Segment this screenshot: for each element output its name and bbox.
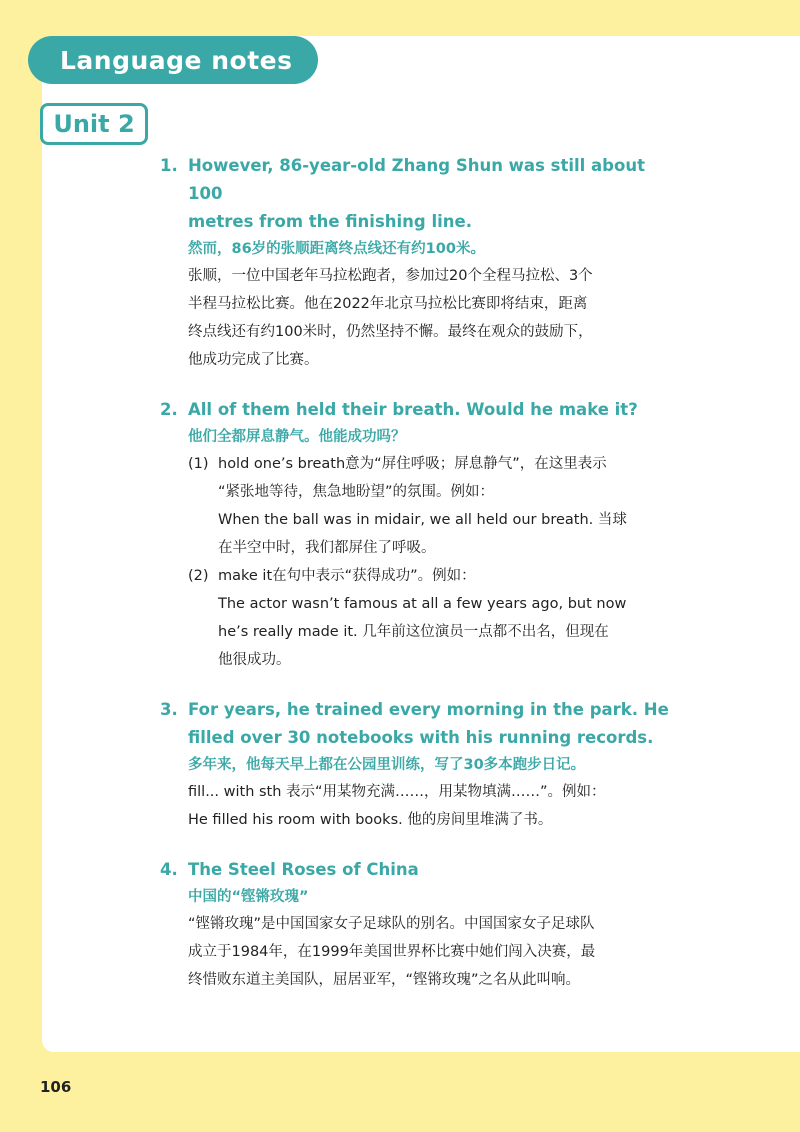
unit-badge: [40, 103, 148, 145]
section-title: Language notes: [60, 45, 293, 75]
note-explanation-line: 他成功完成了比赛。: [188, 352, 319, 368]
section-header: [28, 36, 318, 84]
page-number: 106: [40, 1078, 72, 1096]
note-english-line: metres from the finishing line.: [188, 212, 472, 231]
sub-note-number: (1): [188, 456, 209, 472]
note-english-line: filled over 30 notebooks with his running records.: [188, 728, 654, 747]
sub-note-line: 他很成功。: [218, 652, 291, 668]
sub-note-line: The actor wasn’t famous at all a few years ago, but now: [218, 596, 627, 612]
note-chinese-translation: 他们全都屏息静气。他能成功吗？: [188, 429, 406, 445]
note-explanation-line: fill... with sth 表示“用某物充满……，用某物填满……”。例如：: [188, 784, 606, 800]
sub-note-number: (2): [188, 568, 209, 584]
sub-note-2: [188, 562, 670, 674]
note-english-line: All of them held their breath. Would he make it?: [188, 400, 638, 419]
note-english-line: For years, he trained every morning in the park. He: [188, 700, 669, 719]
note-4: [160, 856, 670, 994]
note-chinese-translation: 然而，86岁的张顺距离终点线还有约100米。: [188, 241, 485, 257]
note-1: [160, 152, 670, 374]
note-explanation-line: 张顺，一位中国老年马拉松跑者，参加过20个全程马拉松、3个: [188, 268, 593, 284]
note-english-line: However, 86-year-old Zhang Shun was still about 100: [188, 156, 645, 203]
notes-list: [160, 152, 670, 1016]
note-chinese-translation: 中国的“铿锵玫瑰”: [188, 889, 309, 905]
note-explanation-line: 终惜败东道主美国队，屈居亚军，“铿锵玫瑰”之名从此叫响。: [188, 972, 581, 988]
note-explanation-line: He filled his room with books. 他的房间里堆满了书。: [188, 812, 553, 828]
note-number: 2.: [160, 400, 178, 419]
note-3: [160, 696, 670, 834]
note-2: [160, 396, 670, 674]
sub-note-1: [188, 450, 670, 562]
note-explanation-line: 成立于1984年，在1999年美国世界杯比赛中她们闯入决赛，最: [188, 944, 596, 960]
sub-note-line: 在半空中时，我们都屏住了呼吸。: [218, 540, 436, 556]
sub-note-line: “紧张地等待，焦急地盼望”的氛围。例如：: [218, 484, 495, 500]
note-number: 1.: [160, 156, 178, 175]
unit-label: Unit 2: [53, 110, 135, 138]
sub-note-line: make it在句中表示“获得成功”。例如：: [218, 568, 476, 584]
note-explanation-line: “铿锵玫瑰”是中国国家女子足球队的别名。中国国家女子足球队: [188, 916, 595, 932]
sub-note-line: he’s really made it. 几年前这位演员一点都不出名，但现在: [218, 624, 609, 640]
note-explanation-line: 终点线还有约100米时，仍然坚持不懈。最终在观众的鼓励下，: [188, 324, 593, 340]
note-number: 3.: [160, 700, 178, 719]
note-explanation-line: 半程马拉松比赛。他在2022年北京马拉松比赛即将结束，距离: [188, 296, 588, 312]
note-english-line: The Steel Roses of China: [188, 860, 419, 879]
note-chinese-translation: 多年来，他每天早上都在公园里训练，写了30多本跑步日记。: [188, 757, 586, 773]
note-number: 4.: [160, 860, 178, 879]
sub-note-line: When the ball was in midair, we all held our breath. 当球: [218, 512, 627, 528]
sub-note-line: hold one’s breath意为“屏住呼吸；屏息静气”，在这里表示: [218, 456, 607, 472]
